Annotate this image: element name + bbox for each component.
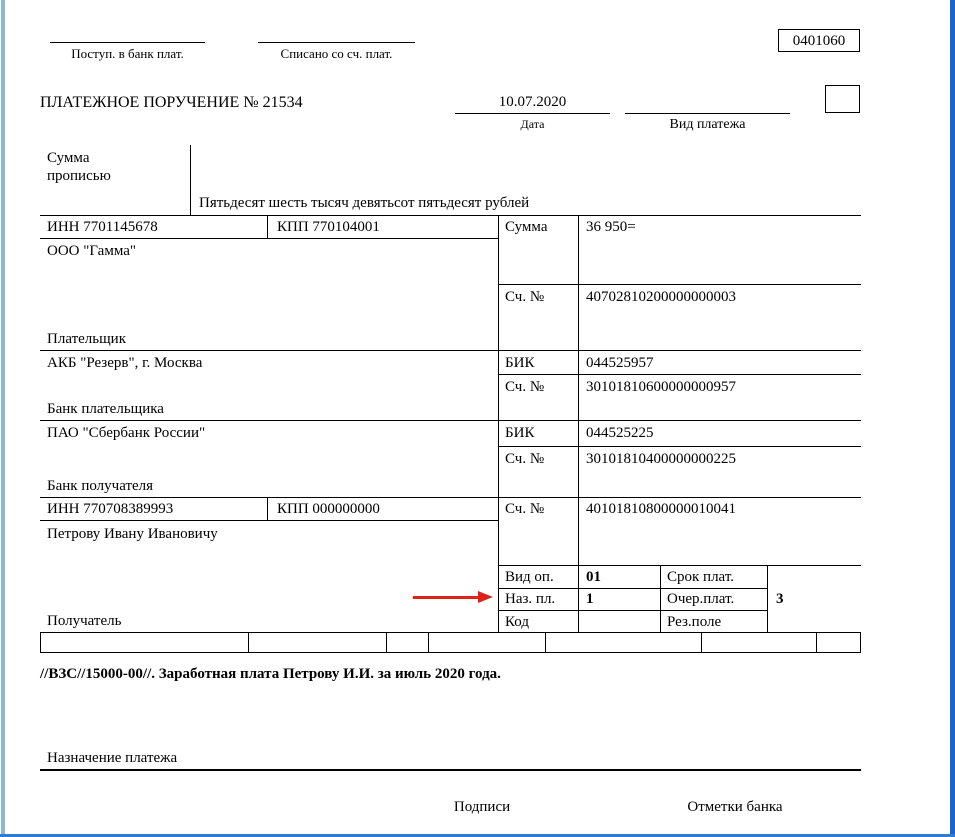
- payer-kpp: КПП 770104001: [277, 219, 380, 235]
- priority-label: Очер.плат.: [667, 591, 735, 607]
- grid-line: [40, 497, 861, 498]
- payment-type-label: Вид платежа: [669, 117, 746, 132]
- payer-name: ООО "Гамма": [47, 243, 136, 259]
- grid-line: [498, 446, 861, 447]
- payer-account-label: Сч. №: [505, 289, 545, 305]
- payee-account: 40101810800000010041: [586, 501, 736, 517]
- grid-line: [498, 610, 767, 611]
- document-title-text: ПЛАТЕЖНОЕ ПОРУЧЕНИЕ №: [40, 94, 259, 111]
- due-date-label: Срок плат.: [667, 569, 735, 585]
- debited-stamp-label: Списано со сч. плат.: [280, 46, 393, 61]
- bank-marks-label: Отметки банка: [687, 799, 783, 815]
- grid-line: [498, 374, 861, 375]
- grid-line: [701, 632, 702, 652]
- grid-line: [498, 215, 499, 632]
- received-stamp-line: [50, 42, 205, 43]
- grid-line: [40, 652, 861, 653]
- amount-in-words: Пятьдесят шесть тысяч девятьсот пятьдесят рублей: [199, 195, 530, 211]
- payee-bank-account: 30101810400000000225: [586, 451, 736, 467]
- reserve-field-label: Рез.поле: [667, 614, 722, 630]
- payee-name: Петрову Ивану Ивановичу: [47, 526, 218, 542]
- grid-line: [40, 420, 861, 421]
- signatures-label: Подписи: [453, 799, 511, 815]
- payer-account: 40702810200000000003: [586, 289, 736, 305]
- payee-label: Получатель: [47, 613, 122, 629]
- grid-line: [498, 565, 861, 566]
- code-label: Код: [505, 614, 529, 630]
- payer-inn: ИНН 7701145678: [47, 219, 158, 235]
- payment-purpose-label: Назначение платежа: [47, 750, 178, 766]
- priority-value: 3: [776, 591, 784, 607]
- payee-inn: ИНН 770708389993: [47, 501, 174, 517]
- grid-line: [498, 284, 861, 285]
- payee-bank-bik-label: БИК: [505, 425, 535, 441]
- purpose-code-label: Наз. пл.: [505, 591, 556, 607]
- payee-kpp: КПП 000000000: [277, 501, 380, 517]
- document-number: 21534: [262, 94, 303, 111]
- debited-stamp-line: [258, 42, 415, 43]
- grid-line: [40, 350, 861, 351]
- date-label: Дата: [520, 117, 545, 131]
- payee-bank-label: Банк получателя: [47, 478, 154, 494]
- grid-line: [40, 215, 861, 216]
- grid-line: [860, 632, 861, 652]
- document-title: [40, 93, 303, 112]
- grid-line: [40, 238, 498, 239]
- payer-bank-name: АКБ "Резерв", г. Москва: [47, 355, 203, 371]
- grid-line: [578, 215, 579, 632]
- grid-line: [428, 632, 429, 652]
- payer-label: Плательщик: [47, 331, 126, 347]
- payer-bank-account-label: Сч. №: [505, 379, 545, 395]
- pointer-arrow-icon: [478, 591, 493, 603]
- grid-line: [498, 588, 767, 589]
- grid-line: [386, 632, 387, 652]
- grid-line: [816, 632, 817, 652]
- payee-bank-account-label: Сч. №: [505, 451, 545, 467]
- sum-value: 36 950=: [586, 219, 636, 235]
- payment-type-line: [625, 113, 790, 114]
- received-stamp-label: Поступ. в банк плат.: [71, 46, 184, 61]
- grid-line: [267, 215, 268, 238]
- grid-line: [40, 520, 498, 521]
- grid-line: [248, 632, 249, 652]
- amount-in-words-label: Сумма прописью: [47, 150, 111, 184]
- grid-line: [545, 632, 546, 652]
- amount-divider-line: [190, 145, 191, 215]
- grid-line: [660, 565, 661, 632]
- payer-bank-bik: 044525957: [586, 355, 654, 371]
- sum-label: Сумма: [505, 219, 548, 235]
- payer-bank-bik-label: БИК: [505, 355, 535, 371]
- grid-line: [40, 632, 41, 652]
- payee-bank-name: ПАО "Сбербанк России": [47, 425, 206, 441]
- op-type-value: 01: [586, 569, 601, 585]
- date-value: 10.07.2020: [498, 94, 567, 110]
- grid-line: [267, 497, 268, 520]
- form-code: 0401060: [792, 33, 846, 49]
- op-type-label: Вид оп.: [505, 569, 554, 585]
- payment-purpose-text: //ВЗС//15000-00//. Заработная плата Петрову И.И. за июль 2020 года.: [40, 666, 501, 682]
- grid-line: [40, 632, 861, 633]
- purpose-underline: [40, 769, 861, 771]
- date-line: [455, 113, 610, 114]
- frame-right-edge: [950, 0, 955, 837]
- payee-account-label: Сч. №: [505, 501, 545, 517]
- payer-bank-label: Банк плательщика: [47, 401, 164, 417]
- payer-bank-account: 30101810600000000957: [586, 379, 736, 395]
- reserve-checkbox: [825, 85, 860, 113]
- payee-bank-bik: 044525225: [586, 425, 654, 441]
- grid-line: [767, 565, 768, 632]
- pointer-arrow-shaft: [413, 596, 480, 599]
- frame-left-edge: [1, 0, 5, 837]
- purpose-code-value: 1: [586, 591, 594, 607]
